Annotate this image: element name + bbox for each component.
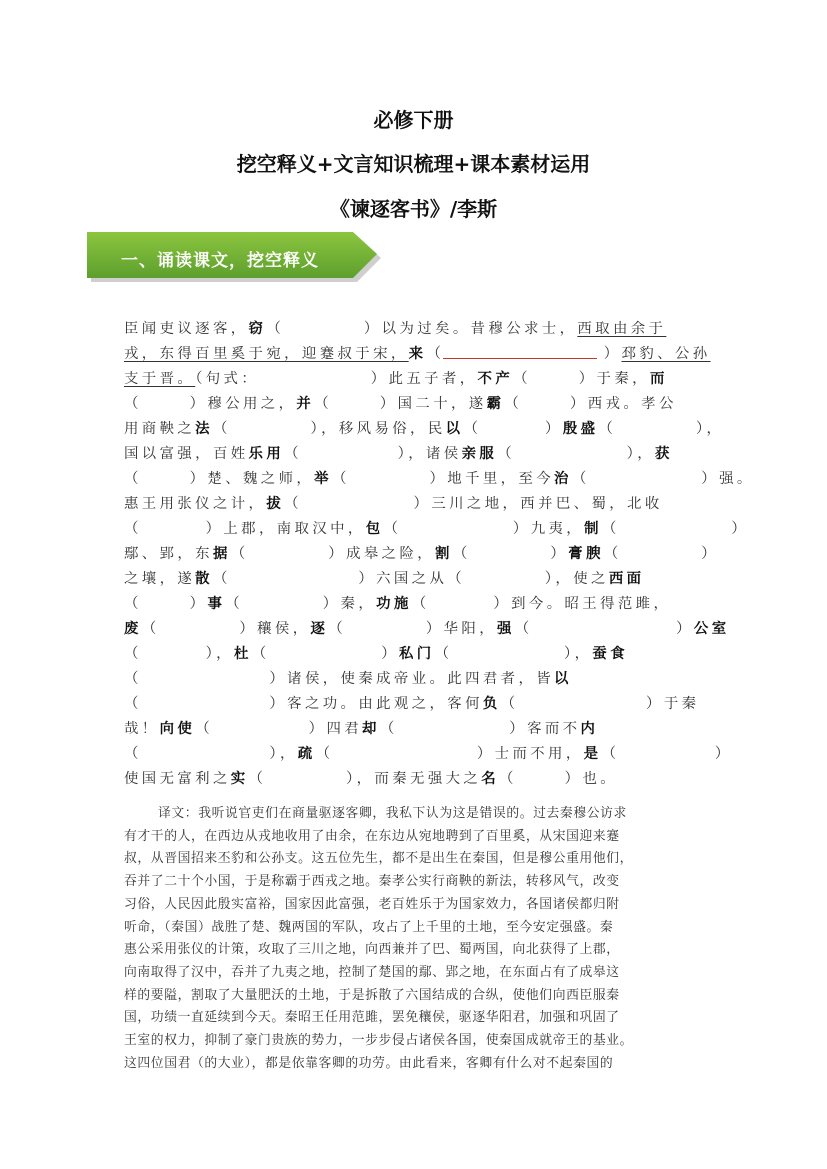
passage-line: （ ）楚、魏之师，举（ ）地千里，至今治（ ）强。 [124, 471, 755, 487]
passage-line: 臣闻吏议逐客，窃（ ）以为过矣。昔穆公求士，西取由余于 [124, 321, 667, 337]
translation-line: 国，功绩一直延续到今天。秦昭王任用范雎，罢免穰侯，驱逐华阳君，加强和巩固了 [124, 1010, 620, 1026]
translation-line: 有才干的人，在西边从戎地收用了由余，在东边从宛地聘到了百里奚，从宋国迎来蹇 [124, 828, 620, 844]
passage-line: 之壤，遂散（ ）六国之从（ ），使之西面 [124, 571, 645, 587]
passage-line: （ ）上郡，南取汉中，包（ ）九夷，制（ ） [124, 521, 750, 537]
translation-line: 译文：我听说官吏们在商量驱逐客卿，我私下认为这是错误的。过去秦穆公访求 [158, 806, 627, 821]
section-heading: 一、诵读课文，挖空释义 [121, 251, 319, 271]
passage-line: 国以富强，百姓乐用（ ），诸侯亲服（ ），获 [124, 446, 673, 462]
passage-line: （ ）事（ ）秦，功施（ ）到今。昭王得范雎， [124, 596, 672, 612]
translation-line: 吞并了二十个小国，于是称霸于西戎之地。秦孝公实行商鞅的新法，转移风气，改变 [124, 874, 620, 890]
red-underline [443, 358, 597, 359]
passage-line: 鄢、郢，东据（ ）成皋之险，割（ ）膏腴（ ） [124, 546, 720, 562]
work-title: 《谏逐客书》/李斯 [329, 197, 498, 221]
translation-line: 叔，从晋国招来丕豹和公孙支。这五位先生，都不是出生在秦国，但是穆公重用他们， [124, 851, 634, 867]
translation-line: 样的要隘，割取了大量肥沃的土地，于是拆散了六国结成的合纵，使他们向西臣服秦 [124, 987, 620, 1003]
passage-line: 用商鞅之法（ ），移风易俗，民以（ ）殷盛（ ）， [124, 421, 725, 437]
worksheet-subtitle: 挖空释义+文言知识梳理+课本素材运用 [236, 152, 591, 176]
passage-line: （ ）客之功。由此观之，客何负（ ）于秦 [124, 696, 700, 712]
translation-line: 惠公采用张仪的计策，攻取了三川之地，向西兼并了巴、蜀两国，向北获得了上郡， [124, 942, 620, 958]
translation-line: 向南取得了汉中，吞并了九夷之地，控制了楚国的鄢、郢之地，在东面占有了成皋这 [124, 964, 620, 980]
passage-line: 哉！向使（ ）四君却（ ）客而不内 [124, 721, 599, 737]
passage-line: 支于晋。（句式： ）此五子者，不产（ ）于秦，而 [124, 371, 668, 387]
book-title: 必修下册 [373, 108, 454, 132]
passage-line: 戎，东得百里奚于宛，迎蹇叔于宋，来（ ）邳豹、公孙 [124, 346, 711, 362]
translation-line: 听命，（秦国）战胜了楚、魏两国的军队，攻占了上千里的土地，至今安定强盛。秦 [124, 919, 614, 935]
passage-line: 废（ ）穰侯，逐（ ）华阳，强（ ）公室 [124, 621, 730, 637]
passage-line: （ ），杜（ ）私门（ ），蚕食 [124, 646, 629, 662]
translation-line: 习俗，人民因此殷实富裕，国家因此富强，老百姓乐于为国家效力，各国诸侯都归附 [124, 896, 620, 912]
passage-line: （ ）诸侯，使秦成帝业。此四君者，皆以 [124, 671, 572, 687]
passage-line: （ ），疏（ ）士而不用，是（ ） [124, 746, 733, 762]
translation-line: 王室的权力，抑制了豪门贵族的势力，一步步侵占诸侯各国，使秦国成就帝王的基业。 [124, 1033, 634, 1048]
translation-line: 这四位国君（的大业），都是依靠客卿的功劳。由此看来，客卿有什么对不起秦国的 [124, 1055, 614, 1071]
section-banner [87, 232, 383, 284]
passage-line: 惠王用张仪之计，拔（ ）三川之地，西并巴、蜀，北收 [124, 496, 663, 512]
passage-line: （ ）穆公用之，并（ ）国二十，遂霸（ ）西戎。孝公 [124, 396, 677, 412]
passage-line: 使国无富利之实（ ），而秦无强大之名（ ）也。 [124, 771, 619, 787]
